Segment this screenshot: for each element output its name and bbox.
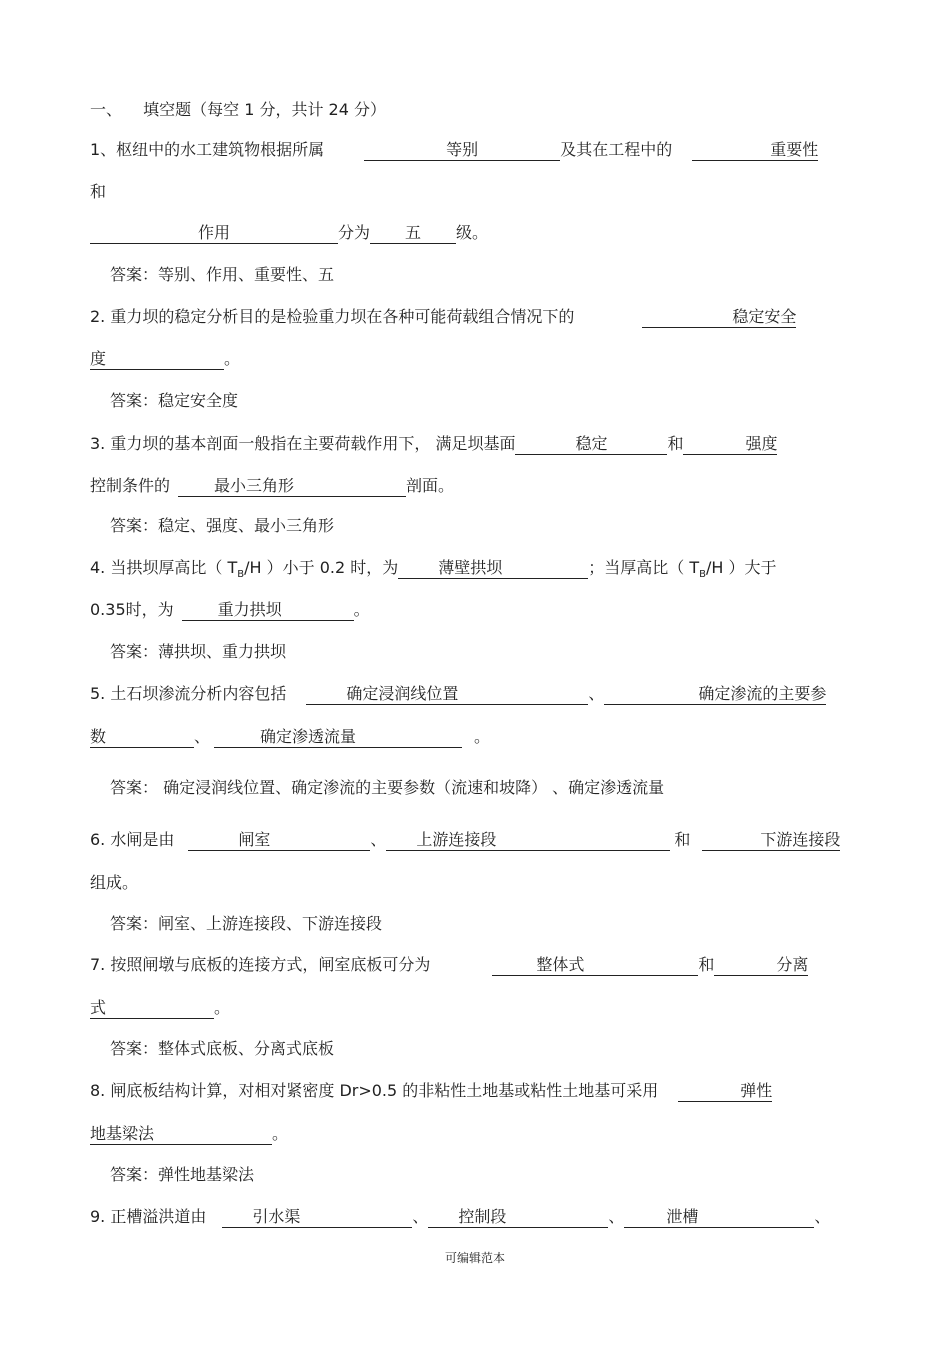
question-1-line-3: 作用 分为 五 级。	[90, 222, 488, 244]
answer-2: 答案：稳定安全度	[110, 391, 239, 410]
blank: 下游连接段	[702, 830, 840, 851]
question-6-line-1: 6. 水闸是由 闸室 、 上游连接段 和 下游连接段	[90, 830, 841, 849]
question-3-line-1: 3. 重力坝的基本剖面一般指在主要荷载作用下， 满足坝基面 稳定 和 强度	[90, 434, 778, 453]
blank: 度	[90, 349, 224, 370]
blank: 数	[90, 727, 194, 748]
blank: 强度	[683, 434, 777, 455]
question-9-line-1: 9. 正槽溢洪道由 引水渠 、 控制段 、 泄槽 、	[90, 1207, 831, 1226]
question-3-line-2: 控制条件的 最小三角形 剖面。	[90, 476, 455, 495]
blank: 最小三角形	[178, 476, 406, 497]
answer-7: 答案：整体式底板、分离式底板	[110, 1039, 335, 1058]
question-4-line-2: 0.35时，为 重力拱坝 。	[90, 600, 370, 619]
blank: 重力拱坝	[182, 600, 354, 621]
section-title: 填空题（每空 1 分，共计 24 分）	[143, 100, 386, 119]
page-footer: 可编辑范本	[444, 1251, 505, 1265]
blank: 上游连接段	[386, 830, 670, 851]
blank: 作用	[90, 223, 338, 244]
blank: 泄槽	[624, 1207, 814, 1228]
blank: 重要性	[692, 140, 818, 161]
blank: 分离	[714, 955, 808, 976]
question-1-line-1: 1、枢纽中的水工建筑物根据所属 等别 及其在工程中的 重要性	[90, 140, 819, 159]
blank: 引水渠	[222, 1207, 412, 1228]
answer-5: 答案： 确定浸润线位置、确定渗流的主要参数（流速和坡降） 、确定渗透流量	[110, 778, 665, 797]
blank: 确定渗流的主要参	[604, 684, 826, 705]
blank: 确定渗透流量	[214, 727, 462, 748]
blank: 稳定	[515, 434, 667, 455]
section-number: 一、	[90, 100, 123, 119]
question-8-line-1: 8. 闸底板结构计算，对相对紧密度 Dr>0.5 的非粘性土地基或粘性土地基可采用 弹性	[90, 1081, 773, 1100]
blank: 控制段	[428, 1207, 608, 1228]
question-7-line-1: 7. 按照闸墩与底板的连接方式，闸室底板可分为 整体式 和 分离	[90, 955, 809, 974]
blank: 整体式	[492, 955, 698, 976]
answer-4: 答案：薄拱坝、重力拱坝	[110, 642, 287, 661]
blank: 等别	[364, 140, 560, 161]
question-2-line-1: 2. 重力坝的稳定分析目的是检验重力坝在各种可能荷载组合情况下的 稳定安全	[90, 307, 797, 326]
question-2-line-2: 度 。	[90, 349, 241, 368]
blank: 确定浸润线位置	[306, 684, 588, 705]
question-5-line-1: 5. 土石坝渗流分析内容包括 确定浸润线位置 、 确定渗流的主要参	[90, 684, 827, 703]
question-1-line-2: 和	[90, 182, 107, 201]
question-6-line-2: 组成。	[90, 873, 139, 892]
question-4-line-1: 4. 当拱坝厚高比（ $T_B/H$ ）小于 0.2 时，为 薄壁拱坝 ；当厚高比（ $T_B/H$ ）大于	[90, 558, 777, 581]
blank: 闸室	[188, 830, 370, 851]
blank: 弹性	[678, 1081, 772, 1102]
blank: 薄壁拱坝	[398, 558, 588, 579]
question-8-line-2: 地基梁法 。	[90, 1124, 289, 1143]
blank: 式	[90, 998, 214, 1019]
answer-1: 答案：等别、作用、重要性、五	[110, 265, 335, 284]
answer-6: 答案：闸室、上游连接段、下游连接段	[110, 914, 383, 933]
blank: 稳定安全	[642, 307, 796, 328]
answer-3: 答案：稳定、强度、最小三角形	[110, 516, 335, 535]
blank: 五	[370, 223, 456, 244]
blank: 地基梁法	[90, 1124, 272, 1145]
answer-8: 答案：弹性地基梁法	[110, 1165, 255, 1184]
question-5-line-2: 数 、 确定渗透流量 。	[90, 727, 491, 746]
section-header	[90, 99, 386, 121]
question-7-line-2: 式 。	[90, 998, 231, 1017]
